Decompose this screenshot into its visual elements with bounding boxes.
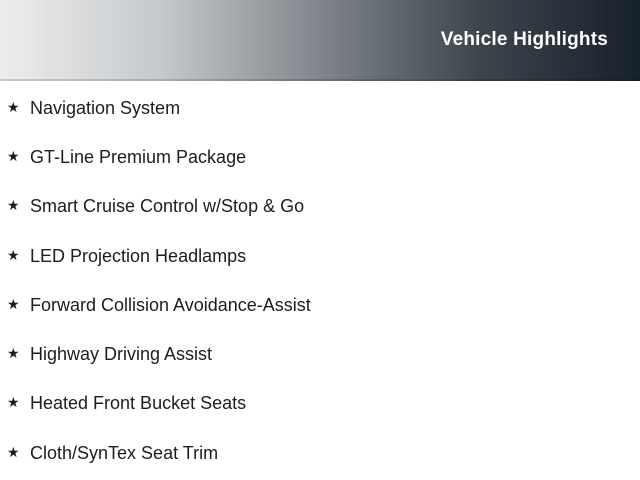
star-icon: ★: [7, 395, 20, 412]
star-icon: ★: [7, 444, 20, 461]
header-bar: [0, 0, 640, 81]
page-title: Vehicle Highlights: [440, 28, 608, 50]
star-icon: ★: [7, 346, 20, 363]
star-icon: ★: [7, 296, 20, 313]
star-icon: ★: [7, 99, 20, 116]
list-item: [0, 83, 640, 132]
feature-list: [0, 81, 640, 477]
list-item: [0, 379, 640, 428]
star-icon: ★: [7, 247, 20, 264]
feature-label: LED Projection Headlamps: [30, 245, 247, 266]
star-icon: ★: [7, 148, 20, 165]
feature-label: Smart Cruise Control w/Stop & Go: [30, 196, 305, 217]
star-icon: ★: [7, 198, 20, 215]
list-item: [0, 132, 640, 181]
list-item: [0, 428, 640, 477]
feature-label: Navigation System: [30, 97, 181, 118]
feature-label: Heated Front Bucket Seats: [30, 393, 247, 414]
feature-label: Cloth/SynTex Seat Trim: [30, 442, 219, 463]
list-item: [0, 329, 640, 378]
list-item: [0, 231, 640, 280]
feature-label: Forward Collision Avoidance-Assist: [30, 294, 311, 315]
feature-label: Highway Driving Assist: [30, 344, 213, 365]
list-item: [0, 182, 640, 231]
list-item: [0, 280, 640, 329]
feature-label: GT-Line Premium Package: [30, 146, 247, 167]
